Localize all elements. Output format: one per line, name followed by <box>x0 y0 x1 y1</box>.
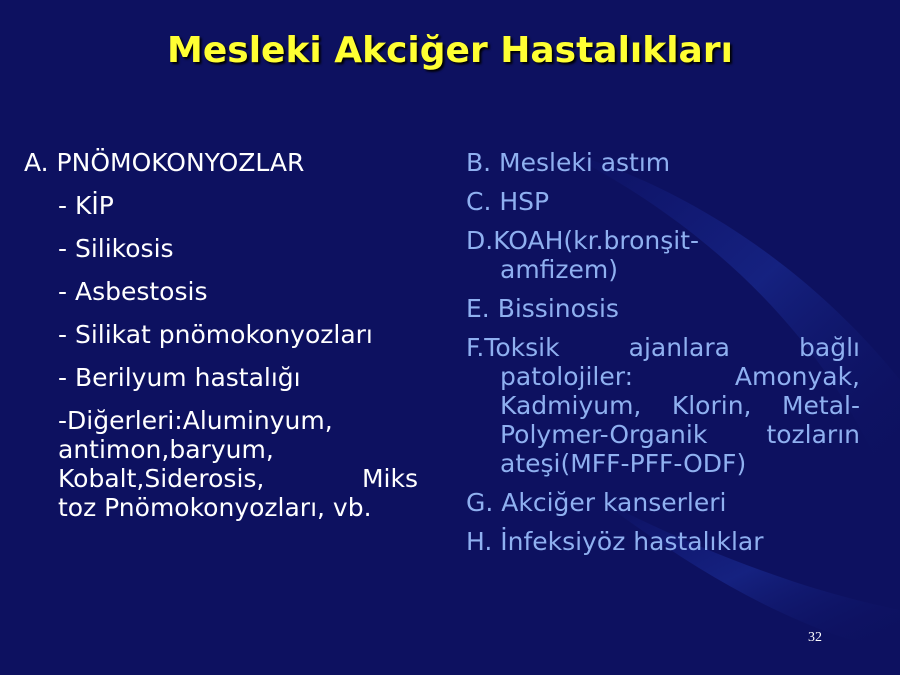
other-line-part: Miks <box>361 464 418 493</box>
list-item-g: G. Akciğer kanserleri <box>466 488 727 517</box>
other-line: -Diğerleri:Aluminyum, <box>58 406 333 435</box>
f-line <box>466 391 860 420</box>
left-column <box>24 148 424 522</box>
f-line <box>466 333 860 362</box>
list-item-d-cont: amfizem) <box>500 255 619 284</box>
list-item-b: B. Mesleki astım <box>466 148 671 177</box>
f-line: ateşi(MFF-PFF-ODF) <box>500 449 747 478</box>
other-line: antimon,baryum, <box>58 435 274 464</box>
other-line-part: Kobalt,Siderosis, <box>58 464 265 493</box>
pneumoconiosis-heading: A. PNÖMOKONYOZLAR <box>24 148 305 177</box>
list-item: - Berilyum hastalığı <box>58 363 301 392</box>
f-word: Polymer-Organik <box>500 420 708 449</box>
list-item-c: C. HSP <box>466 187 550 216</box>
f-word: Amonyak, <box>734 362 860 391</box>
list-item: - Silikat pnömokonyozları <box>58 320 373 349</box>
f-word: Kadmiyum, <box>500 391 642 420</box>
list-item-h: H. İnfeksiyöz hastalıklar <box>466 527 764 556</box>
f-word: Metal- <box>781 391 860 420</box>
list-item: - Asbestosis <box>58 277 208 306</box>
f-word: F.Toksik <box>466 333 560 362</box>
f-word: patolojiler: <box>500 362 634 391</box>
other-line: toz Pnömokonyozları, vb. <box>58 493 372 522</box>
f-line <box>466 420 860 449</box>
list-item: - Silikosis <box>58 234 174 263</box>
f-word: bağlı <box>799 333 860 362</box>
list-item-d: D.KOAH(kr.bronşit- <box>466 226 700 255</box>
f-word: Klorin, <box>671 391 752 420</box>
page-number: 32 <box>808 630 822 645</box>
list-item-f <box>466 333 860 478</box>
list-item: - KİP <box>58 191 114 220</box>
f-word: tozların <box>766 420 860 449</box>
slide-title: Mesleki Akciğer Hastalıkları <box>167 30 733 71</box>
other-line <box>58 464 418 493</box>
right-column <box>466 148 860 556</box>
list-item-e: E. Bissinosis <box>466 294 619 323</box>
f-line <box>466 362 860 391</box>
f-word: ajanlara <box>628 333 730 362</box>
other-pneumoconioses <box>24 406 418 522</box>
